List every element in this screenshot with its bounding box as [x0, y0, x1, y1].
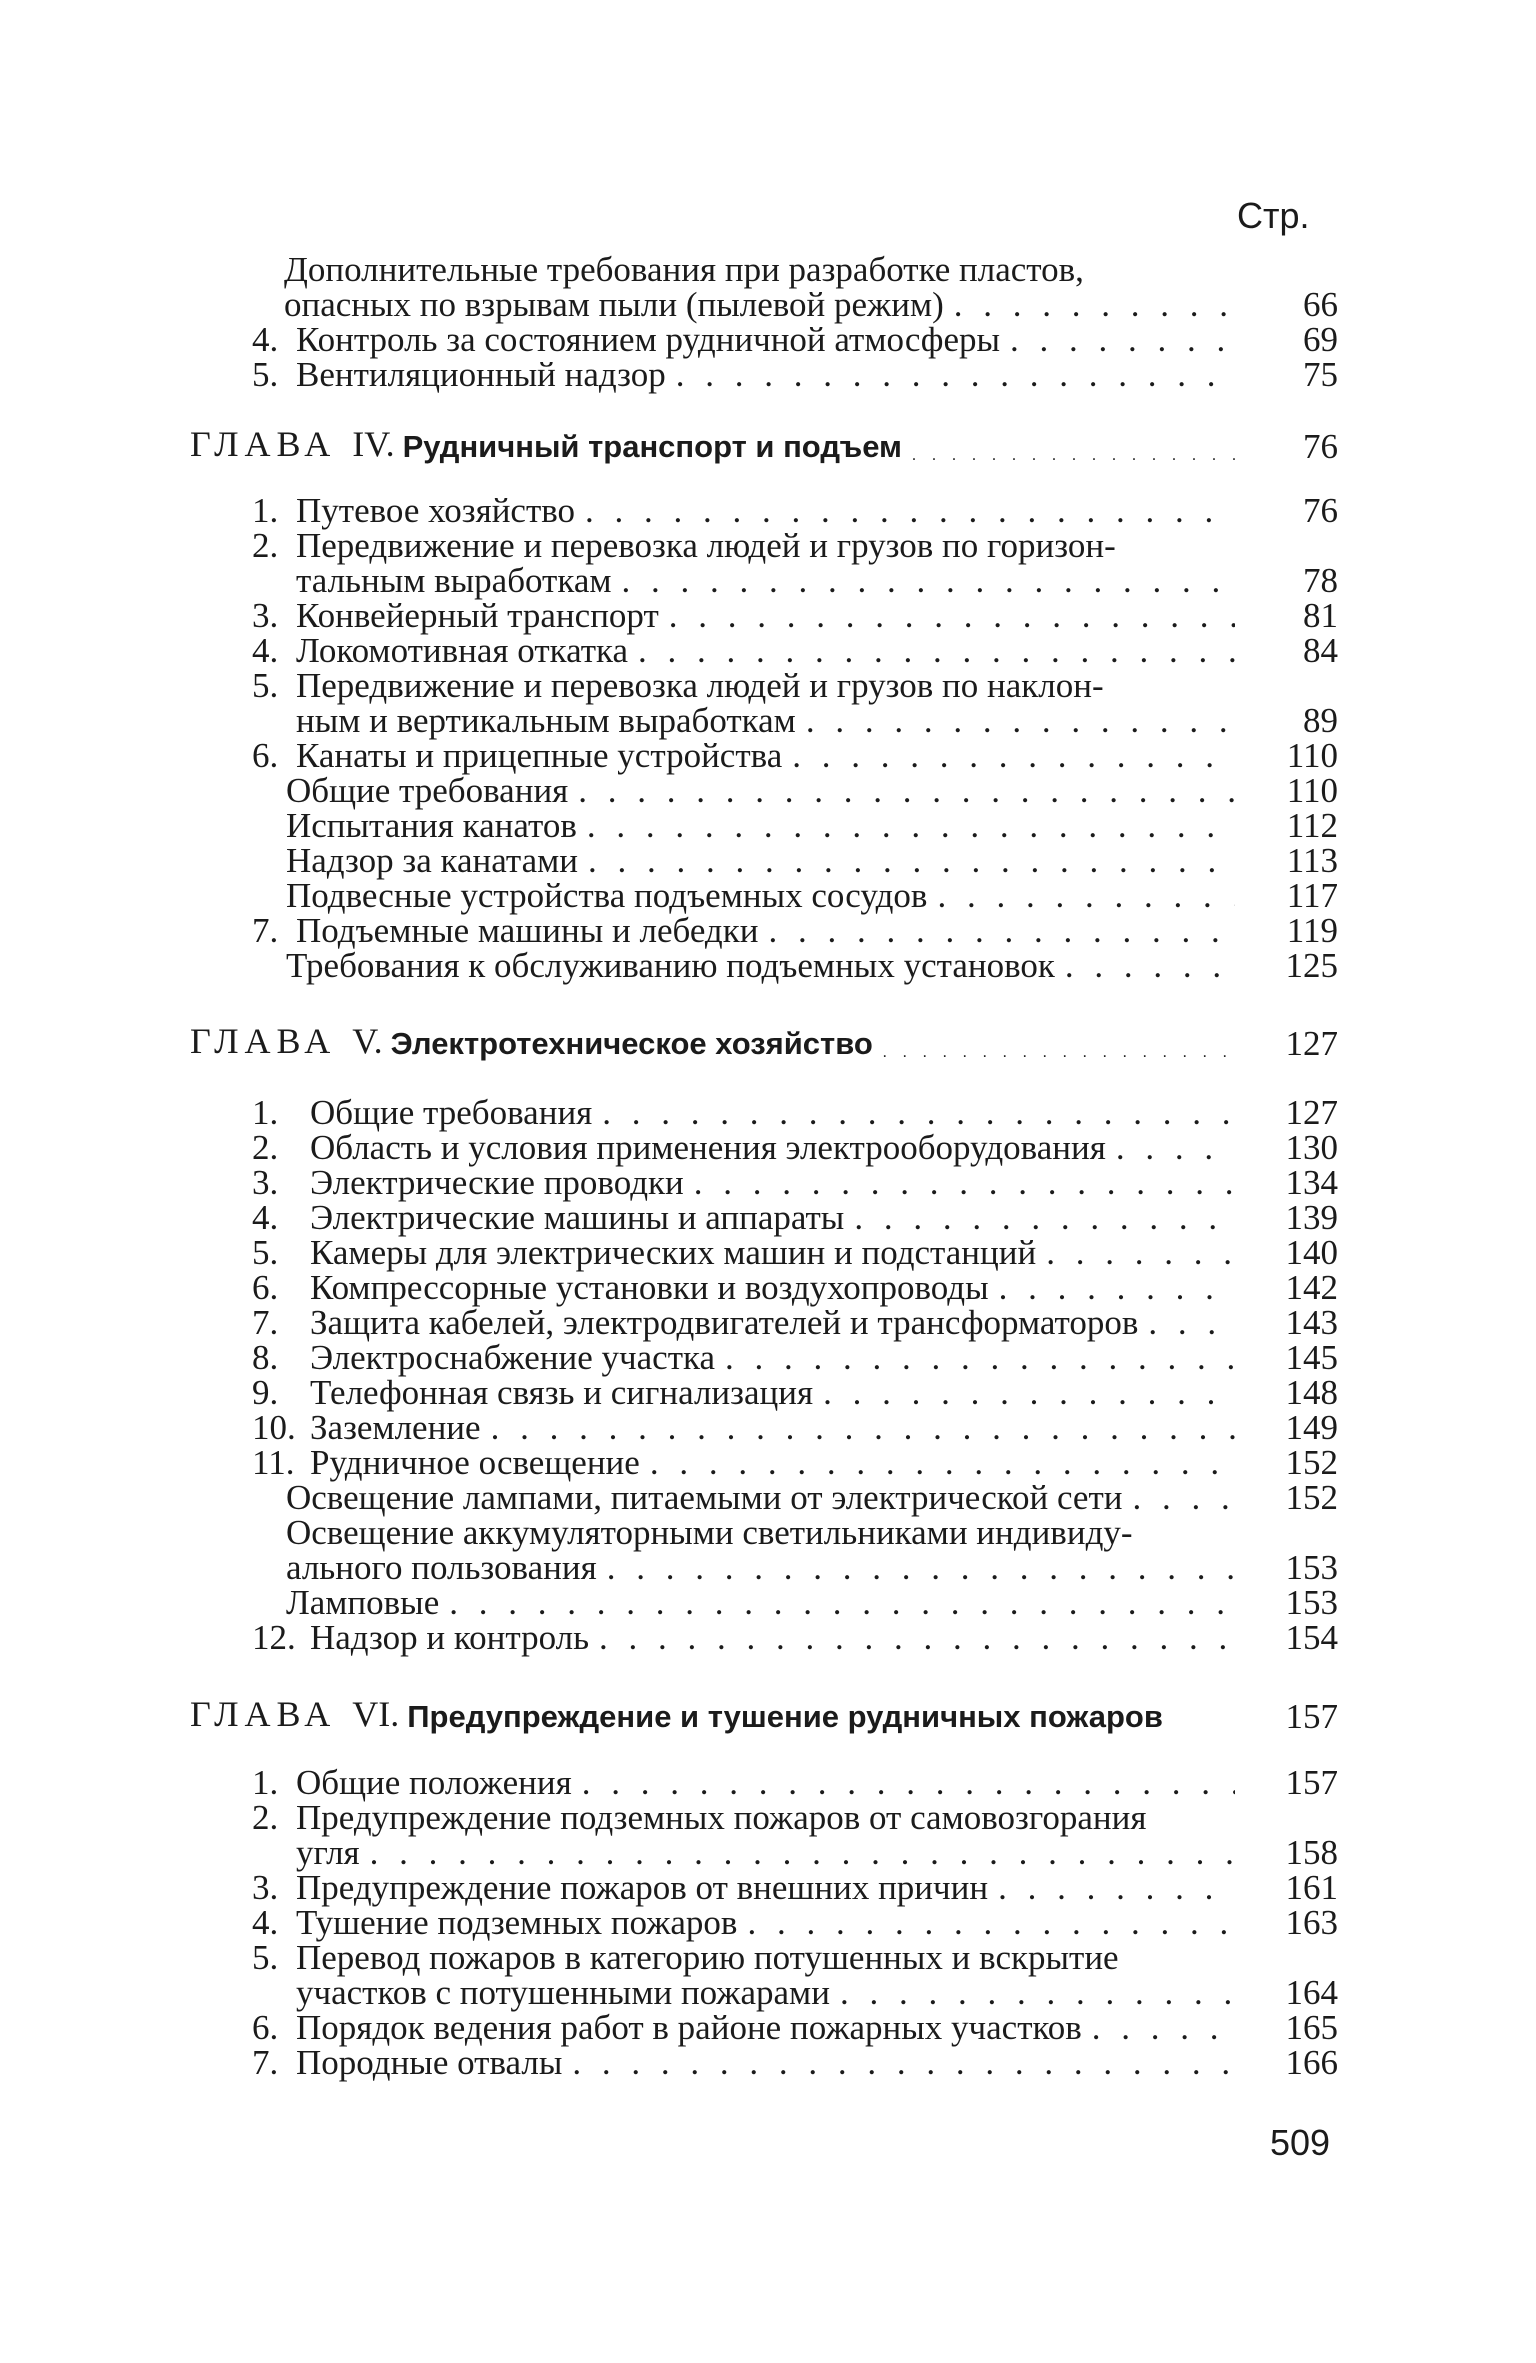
entry-page-number: 84: [1303, 631, 1338, 670]
dot-leader: [491, 1410, 1235, 1446]
entry-page-number: 143: [1285, 1303, 1338, 1342]
chapter-heading: [190, 1695, 1235, 1735]
entry-number: 10.: [252, 1408, 296, 1447]
entry-title: Ламповые: [286, 1583, 440, 1622]
entry-number: 4.: [252, 1903, 279, 1942]
entry-page-number: 75: [1303, 355, 1338, 394]
dot-leader: [669, 598, 1235, 634]
entry-number: 1.: [252, 1763, 279, 1802]
entry-title: Перевод пожаров в категорию потушенных и вскрытие: [296, 1938, 1119, 1977]
toc-entry-line: [286, 878, 1235, 914]
entry-number: 3.: [252, 1868, 279, 1907]
dot-leader: [999, 1270, 1235, 1306]
entry-page-number: 157: [1285, 1763, 1338, 1802]
toc-entry-line: [252, 1870, 1235, 1906]
entry-page-number: 127: [1285, 1093, 1338, 1132]
entry-number: 7.: [252, 1303, 279, 1342]
entry-title: Конвейерный транспорт: [296, 596, 659, 635]
entry-page-number: 89: [1303, 701, 1338, 740]
entry-title: Подвесные устройства подъемных сосудов: [286, 876, 928, 915]
entry-page-number: 110: [1286, 736, 1338, 775]
dot-leader: [676, 357, 1235, 393]
entry-title: Освещение лампами, питаемыми от электрической сети: [286, 1478, 1123, 1517]
entry-title: Тушение подземных пожаров: [296, 1903, 738, 1942]
chapter-label: ГЛАВА: [190, 1694, 337, 1734]
toc-entry-line: [286, 948, 1235, 984]
entry-number: 6.: [252, 1268, 279, 1307]
entry-number: 7.: [252, 2043, 279, 2082]
toc-entry-line: [252, 1165, 1235, 1201]
toc-entry-line: [284, 252, 1235, 288]
entry-number: 11.: [252, 1443, 295, 1482]
entry-title: Общие требования: [310, 1093, 593, 1132]
entry-page-number: 149: [1285, 1408, 1338, 1447]
page-number: 509: [1270, 2122, 1331, 2163]
entry-page-number: 153: [1285, 1548, 1338, 1587]
entry-page-number: 134: [1285, 1163, 1338, 1202]
chapter-label: ГЛАВА: [190, 424, 337, 464]
entry-page-number: 140: [1285, 1233, 1338, 1272]
dot-leader: [449, 1585, 1235, 1621]
toc-entry-line: [252, 1305, 1235, 1341]
toc-entry-line: [252, 738, 1235, 774]
entry-page-number: 148: [1285, 1373, 1338, 1412]
entry-number: 9.: [252, 1373, 279, 1412]
toc-entry-line: [252, 1130, 1235, 1166]
dot-leader: [747, 1905, 1235, 1941]
entry-title: Подъемные машины и лебедки: [296, 911, 759, 950]
entry-page-number: 166: [1285, 2043, 1338, 2082]
entry-title: Порядок ведения работ в районе пожарных участков: [296, 2008, 1082, 2047]
dot-leader: [588, 843, 1235, 879]
entry-number: 1.: [252, 1093, 279, 1132]
entry-page-number: 153: [1285, 1583, 1338, 1622]
toc-entry-line: [252, 1095, 1235, 1131]
chapter-number: V.: [352, 1021, 383, 1061]
entry-title: Заземление: [310, 1408, 481, 1447]
entry-number: 5.: [252, 355, 279, 394]
entry-page-number: 164: [1285, 1973, 1338, 2012]
entry-number: 4.: [252, 631, 279, 670]
toc-entry-line: [296, 703, 1235, 739]
entry-title: опасных по взрывам пыли (пылевой режим): [284, 285, 944, 324]
toc-entry-line: [252, 357, 1235, 393]
dot-leader: [602, 1095, 1235, 1131]
entry-page-number: 76: [1303, 491, 1338, 530]
entry-page-number: 125: [1285, 946, 1338, 985]
dot-leader: [572, 2045, 1235, 2081]
toc-entry-line: [252, 2010, 1235, 2046]
entry-title: Испытания канатов: [286, 806, 577, 845]
entry-number: 4.: [252, 320, 279, 359]
chapter-title: Электротехническое хозяйство: [390, 1026, 873, 1061]
entry-page-number: 69: [1303, 320, 1338, 359]
entry-page-number: 165: [1285, 2008, 1338, 2047]
entry-title: Локомотивная откатка: [296, 631, 629, 670]
entry-page-number: 117: [1286, 876, 1338, 915]
chapter-heading: [190, 425, 1235, 465]
entry-title: Электрические машины и аппараты: [310, 1198, 845, 1237]
toc-entry-line: [252, 1905, 1235, 1941]
toc-entry-line: [252, 493, 1235, 529]
dot-leader: [1148, 1305, 1235, 1341]
chapter-label: ГЛАВА: [190, 1021, 337, 1061]
entry-title: Электрические проводки: [310, 1163, 684, 1202]
entry-page-number: 158: [1285, 1833, 1338, 1872]
toc-entry-line: [296, 1835, 1235, 1871]
entry-page-number: 127: [1285, 1024, 1338, 1063]
toc-entry-line: [284, 287, 1235, 323]
entry-title: Требования к обслуживанию подъемных установок: [286, 946, 1055, 985]
toc-entry-line: [252, 598, 1235, 634]
dot-leader: [599, 1620, 1235, 1656]
entry-title: Электроснабжение участка: [310, 1338, 715, 1377]
chapter-heading: [190, 1022, 1235, 1062]
entry-page-number: 81: [1303, 596, 1338, 635]
entry-page-number: 145: [1285, 1338, 1338, 1377]
entry-number: 6.: [252, 736, 279, 775]
toc-entry-line: [252, 1340, 1235, 1376]
entry-title: участков с потушенными пожарами: [296, 1973, 830, 2012]
entry-page-number: 163: [1285, 1903, 1338, 1942]
dot-leader: [607, 1550, 1235, 1586]
entry-number: 2.: [252, 1798, 279, 1837]
entry-title: Общие требования: [286, 771, 569, 810]
toc-entry-line: [252, 2045, 1235, 2081]
entry-number: 4.: [252, 1198, 279, 1237]
toc-entry-line: [286, 1515, 1235, 1551]
entry-number: 2.: [252, 1128, 279, 1167]
entry-page-number: 78: [1303, 561, 1338, 600]
toc-entry-line: [252, 1940, 1235, 1976]
entry-page-number: 130: [1285, 1128, 1338, 1167]
entry-number: 7.: [252, 911, 279, 950]
dot-leader: [1065, 948, 1235, 984]
entry-number: 2.: [252, 526, 279, 565]
entry-title: ным и вертикальным выработкам: [296, 701, 796, 740]
page-column-label: Стр.: [1237, 195, 1310, 236]
dot-leader: [1116, 1130, 1235, 1166]
toc-entry-line: [252, 1410, 1235, 1446]
entry-title: Дополнительные требования при разработке пластов,: [284, 250, 1084, 289]
entry-number: 8.: [252, 1338, 279, 1377]
dot-leader: [582, 1765, 1235, 1801]
entry-title: Защита кабелей, электродвигателей и трансформаторов: [310, 1303, 1139, 1342]
entry-title: Рудничное освещение: [310, 1443, 640, 1482]
dot-leader: [937, 878, 1235, 914]
toc-entry-line: [296, 563, 1235, 599]
dot-leader: [806, 703, 1235, 739]
toc-entry-line: [252, 528, 1235, 564]
dot-leader: [1046, 1235, 1235, 1271]
dot-leader: [650, 1445, 1235, 1481]
entry-page-number: 154: [1285, 1618, 1338, 1657]
dot-leader: [883, 1044, 1235, 1062]
dot-leader: [585, 493, 1235, 529]
toc-entry-line: [296, 1975, 1235, 2011]
dot-leader: [768, 913, 1235, 949]
entry-title: Вентиляционный надзор: [296, 355, 666, 394]
entry-title: Путевое хозяйство: [296, 491, 576, 530]
toc-entry-line: [252, 633, 1235, 669]
entry-page-number: 110: [1286, 771, 1338, 810]
entry-page-number: 119: [1286, 911, 1338, 950]
entry-number: 5.: [252, 666, 279, 705]
dot-leader: [370, 1835, 1235, 1871]
entry-number: 6.: [252, 2008, 279, 2047]
toc-entry-line: [252, 1235, 1235, 1271]
entry-title: Освещение аккумуляторными светильниками индивиду-: [286, 1513, 1133, 1552]
toc-entry-line: [252, 668, 1235, 704]
dot-leader: [912, 447, 1235, 465]
entry-number: 5.: [252, 1233, 279, 1272]
toc-entry-line: [252, 913, 1235, 949]
entry-title: ального пользования: [286, 1548, 597, 1587]
entry-title: Предупреждение пожаров от внешних причин: [296, 1868, 989, 1907]
entry-page-number: 66: [1303, 285, 1338, 324]
entry-title: тальным выработкам: [296, 561, 612, 600]
dot-leader: [622, 563, 1235, 599]
entry-number: 1.: [252, 491, 279, 530]
dot-leader: [854, 1200, 1235, 1236]
entry-page-number: 157: [1285, 1697, 1338, 1736]
dot-leader: [587, 808, 1235, 844]
dot-leader: [840, 1975, 1235, 2011]
dot-leader: [998, 1870, 1235, 1906]
toc-entry-line: [252, 1620, 1235, 1656]
dot-leader: [1132, 1480, 1235, 1516]
entry-page-number: 76: [1303, 427, 1338, 466]
dot-leader: [792, 738, 1235, 774]
entry-page-number: 139: [1285, 1198, 1338, 1237]
dot-leader: [1092, 2010, 1235, 2046]
entry-title: Телефонная связь и сигнализация: [310, 1373, 814, 1412]
toc-entry-line: [252, 1765, 1235, 1801]
entry-number: 3.: [252, 1163, 279, 1202]
toc-entry-line: [252, 1800, 1235, 1836]
dot-leader: [578, 773, 1235, 809]
entry-title: Надзор за канатами: [286, 841, 579, 880]
dot-leader: [954, 287, 1235, 323]
chapter-number: VI.: [352, 1694, 400, 1734]
entry-title: Компрессорные установки и воздухопроводы: [310, 1268, 989, 1307]
entry-title: Общие положения: [296, 1763, 572, 1802]
entry-number: 5.: [252, 1938, 279, 1977]
dot-leader: [1010, 322, 1235, 358]
entry-page-number: 152: [1285, 1478, 1338, 1517]
chapter-title: Предупреждение и тушение рудничных пожаров: [407, 1699, 1163, 1734]
toc-entry-line: [286, 1585, 1235, 1621]
toc-entry-line: [252, 1200, 1235, 1236]
chapter-number: IV.: [352, 424, 395, 464]
dot-leader: [638, 633, 1235, 669]
entry-page-number: 112: [1286, 806, 1338, 845]
entry-title: Породные отвалы: [296, 2043, 563, 2082]
toc-entry-line: [286, 773, 1235, 809]
toc-entry-line: [252, 322, 1235, 358]
entry-page-number: 161: [1285, 1868, 1338, 1907]
entry-title: Надзор и контроль: [310, 1618, 590, 1657]
entry-title: Передвижение и перевозка людей и грузов по наклон-: [296, 666, 1104, 705]
entry-title: угля: [296, 1833, 360, 1872]
entry-page-number: 142: [1285, 1268, 1338, 1307]
entry-page-number: 113: [1286, 841, 1338, 880]
toc-entry-line: [252, 1270, 1235, 1306]
entry-title: Передвижение и перевозка людей и грузов по горизон-: [296, 526, 1116, 565]
toc-entry-line: [286, 1550, 1235, 1586]
entry-title: Контроль за состоянием рудничной атмосферы: [296, 320, 1001, 359]
entry-title: Предупреждение подземных пожаров от самовозгорания: [296, 1798, 1147, 1837]
entry-title: Область и условия применения электрооборудования: [310, 1128, 1106, 1167]
entry-number: 3.: [252, 596, 279, 635]
dot-leader: [694, 1165, 1235, 1201]
toc-entry-line: [252, 1375, 1235, 1411]
entry-title: Канаты и прицепные устройства: [296, 736, 783, 775]
toc-entry-line: [286, 843, 1235, 879]
toc-entry-line: [286, 808, 1235, 844]
chapter-title: Рудничный транспорт и подъем: [402, 429, 902, 464]
dot-leader: [725, 1340, 1235, 1376]
entry-number: 12.: [252, 1618, 296, 1657]
entry-page-number: 152: [1285, 1443, 1338, 1482]
entry-title: Камеры для электрических машин и подстанций: [310, 1233, 1037, 1272]
dot-leader: [823, 1375, 1235, 1411]
toc-entry-line: [286, 1480, 1235, 1516]
toc-entry-line: [252, 1445, 1235, 1481]
